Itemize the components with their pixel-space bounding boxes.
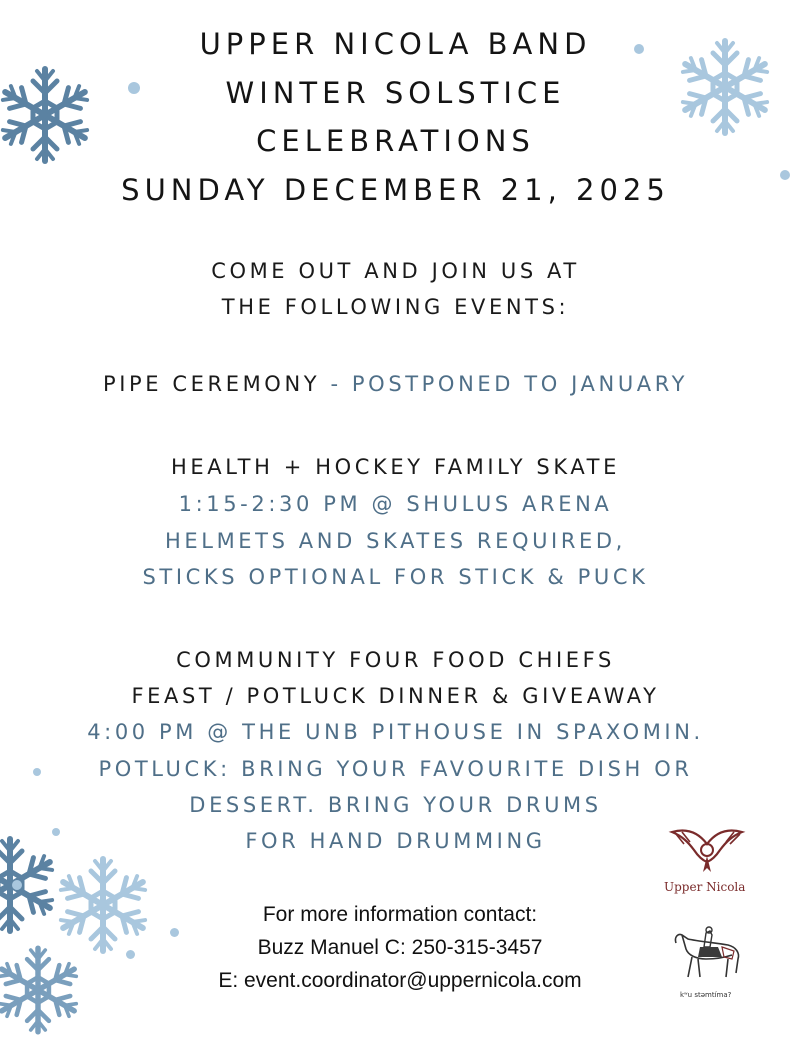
feast-detail-2: DESSERT. BRING YOUR DRUMS [189,793,602,817]
horse-rider-icon [666,925,746,985]
pipe-ceremony-line [0,372,791,396]
contact-email[interactable]: E: event.coordinator@uppernicola.com [218,969,582,992]
feast-name-line-2: FEAST / POTLUCK DINNER & GIVEAWAY [131,684,660,708]
feast-detail-1: POTLUCK: BRING YOUR FAVOURITE DISH OR [98,757,693,781]
skate-detail-2: STICKS OPTIONAL FOR STICK & PUCK [142,565,649,589]
contact-phone: Buzz Manuel C: 250-315-3457 [257,936,543,959]
skate-detail-1: HELMETS AND SKATES REQUIRED, [165,529,626,553]
title-line-2: WINTER SOLSTICE [225,76,566,110]
intro-line-2: THE FOLLOWING EVENTS: [221,295,570,319]
skate-event-name: HEALTH + HOCKEY FAMILY SKATE [171,455,620,479]
event-date: SUNDAY DECEMBER 21, 2025 [121,173,670,207]
title-line-1: UPPER NICOLA BAND [199,27,592,61]
contact-heading: For more information contact: [262,903,538,926]
snowflake-icon [0,40,110,190]
eagle-icon [668,822,746,880]
skate-time-location: 1:15-2:30 PM @ SHULUS ARENA [178,492,613,516]
snow-dot [12,880,22,890]
title-line-3: CELEBRATIONS [256,124,535,158]
pipe-ceremony-name: PIPE CEREMONY [102,372,321,396]
pipe-ceremony-status: POSTPONED TO JANUARY [351,372,689,396]
pipe-ceremony-separator: - [320,372,352,396]
feast-time-location: 4:00 PM @ THE UNB PITHOUSE IN SPAXOMIN. [87,720,704,744]
band-logo-text: Upper Nicola [664,880,746,894]
snowflake-icon [0,940,88,1040]
horse-logo-text: kʷu stəmtíma? [680,991,732,999]
intro-line-1: COME OUT AND JOIN US AT [211,259,580,283]
feast-name-line-1: COMMUNITY FOUR FOOD CHIEFS [176,648,615,672]
feast-detail-3: FOR HAND DRUMMING [245,829,546,853]
